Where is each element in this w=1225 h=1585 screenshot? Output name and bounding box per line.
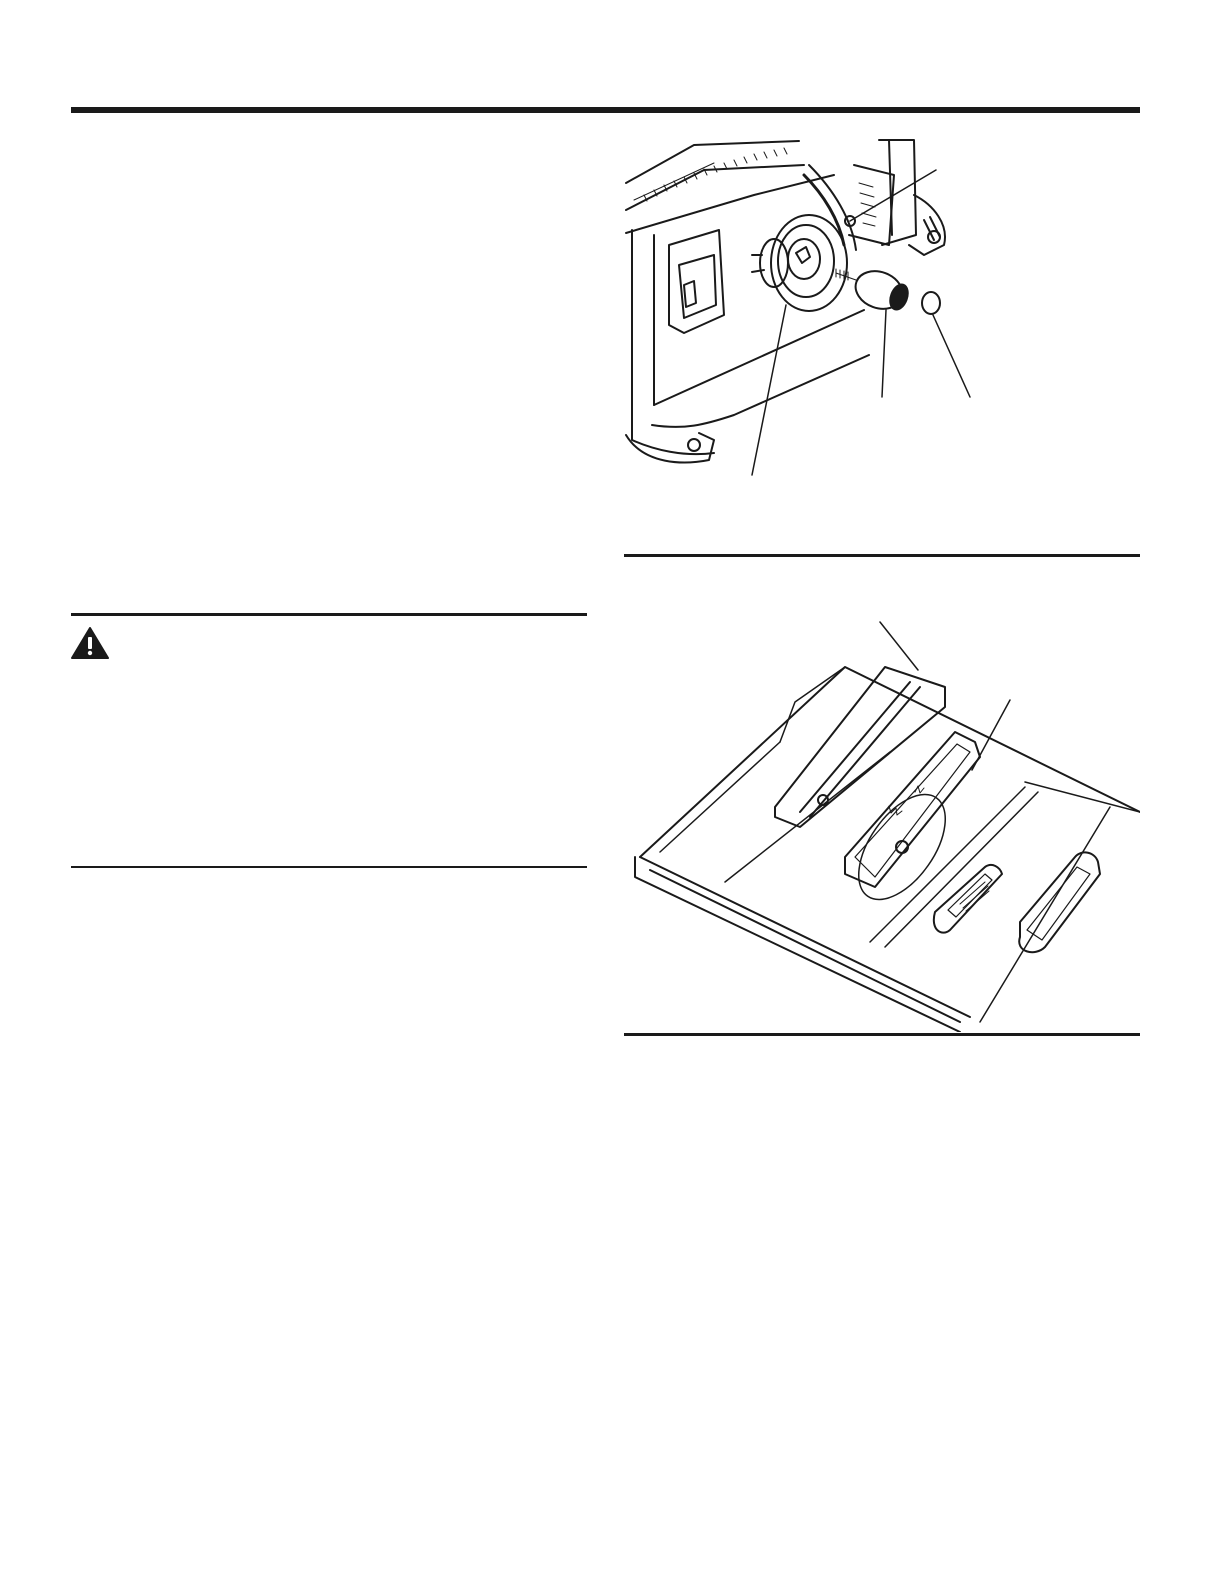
warning-triangle-icon [70,626,110,660]
header-rule [71,107,1140,113]
figure-bevel-assembly [624,135,984,480]
warning-top-rule [71,613,587,616]
figure-table-top [630,612,1140,1032]
figure-divider-rule [624,554,1140,557]
warning-bottom-rule [71,866,587,868]
figure-bottom-rule [624,1033,1140,1036]
